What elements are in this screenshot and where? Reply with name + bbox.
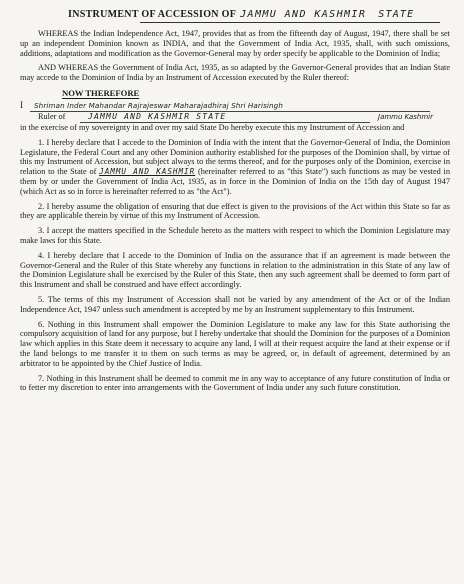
ruler-handwritten-suffix: Jammu Kashmir bbox=[378, 112, 434, 121]
clause-1-after: (hereinafter referred to as "this State") such functions as may be vested in them by or under the Government of India Act, 1935, as in force in the Dominion of India on the 15th day of August 1947 (which Act as so in force is hereinafter referred to as "the Act"). bbox=[20, 167, 451, 196]
ruler-of-line bbox=[20, 112, 450, 123]
ruler-state-underline bbox=[80, 122, 370, 123]
ruler-of-label: Ruler of bbox=[38, 111, 66, 121]
title-state-tail: STATE bbox=[378, 9, 415, 20]
clause-2: 2. I hereby assume the obligation of ensuring that due effect is given to the provisions of the Act within this State so far as they are applicable therein by virtue of this my Instrument of Accession. bbox=[20, 201, 450, 221]
ruler-i-letter: I bbox=[20, 99, 23, 110]
title-prefix: INSTRUMENT OF ACCESSION OF bbox=[68, 9, 237, 20]
clause-6: 6. Nothing in this Instrument shall empower the Dominion Legislature to make any law for this State authorising the compulsory acquisition of land for any purpose, but I hereby undertake that should the Dominion for the purposes of a Dominion law which applies in this State deem it necessary to acquire any land, I will at their request acquire the land at their expense or if the land belongs to me transfer it to them on such terms as may be agreed, or, in default of agreement, determined by an arbitrator to be appointed by the Chief Justice of India. bbox=[20, 319, 450, 368]
now-therefore-heading: NOW THEREFORE bbox=[62, 87, 140, 98]
clause-3: 3. I accept the matters specified in the Schedule hereto as the matters with respect to which the Dominion Legislature may make laws for this State. bbox=[20, 226, 450, 245]
title-state-fill: JAMMU AND KASHMIR bbox=[240, 9, 367, 20]
clause-5: 5. The terms of this my Instrument of Accession shall not be varied by any amendment of the Act or of the Indian Independence Act, 1947 unless such amendment is accepted by me by an Instrument supplementary to this Instrument. bbox=[20, 294, 450, 314]
document-title bbox=[68, 9, 450, 20]
clause-1-state-fill: JAMMU AND KASHMIR bbox=[99, 167, 196, 177]
ruler-continuation: in the exercise of my sovereignty in and over my said State Do hereby execute this my Instrument of Accession and bbox=[20, 122, 405, 132]
ruler-state-fill: JAMMU AND KASHMIR STATE bbox=[88, 111, 227, 121]
preamble-whereas: WHEREAS the Indian Independence Act, 1947, provides that as from the fifteenth day of August, 1947, there shall be set up an independent Dominion known as INDIA, and that the Government of India Act, 1935, shall, with such omissions, additions, adaptations and modification as the Governor-General may by order specify be applicable to the Dominion of India; bbox=[20, 29, 450, 58]
ruler-name-line bbox=[20, 100, 450, 112]
clause-1-before: 1. I hereby declare that I accede to the Dominion of India with the intent that the Governor-General of India, the Dominion Legislature, the Federal Court and any other Dominion authority established for the purposes of the Dominion shall, by virtue of this my Instrument of Accession, but subject always to the terms thereof, and for the purposes only of the Dominion, exercise in relation to the State of bbox=[20, 137, 450, 177]
ruler-handwritten-name: Shriman Inder Mahandar Rajrajeswar Maharajadhiraj Shri Harisingh bbox=[34, 100, 283, 110]
clause-4: 4. I hereby declare that I accede to the Dominion of India on the assurance that if an agreement is made between the Governor-General and the Ruler of this State whereby any functions in relation to the administration in this State of any law of the Dominion Legislature shall be exercised by the Ruler of this State, then any such agreement shall be deemed to form part of this Instrument and shall be construed and have effect accordingly. bbox=[20, 250, 450, 290]
preamble-and-whereas: AND WHEREAS the Government of India Act, 1935, as so adapted by the Governor-General provides that an Indian State may accede to the Dominion of India by an Instrument of Accession executed by the Ruler thereof: bbox=[20, 63, 450, 83]
title-rule bbox=[140, 22, 440, 23]
clause-1 bbox=[20, 138, 450, 197]
clause-7: 7. Nothing in this Instrument shall be deemed to commit me in any way to acceptance of any future constitution of India or to fetter my discretion to enter into arrangements with the Government of India under any such future constitution. bbox=[20, 373, 450, 393]
